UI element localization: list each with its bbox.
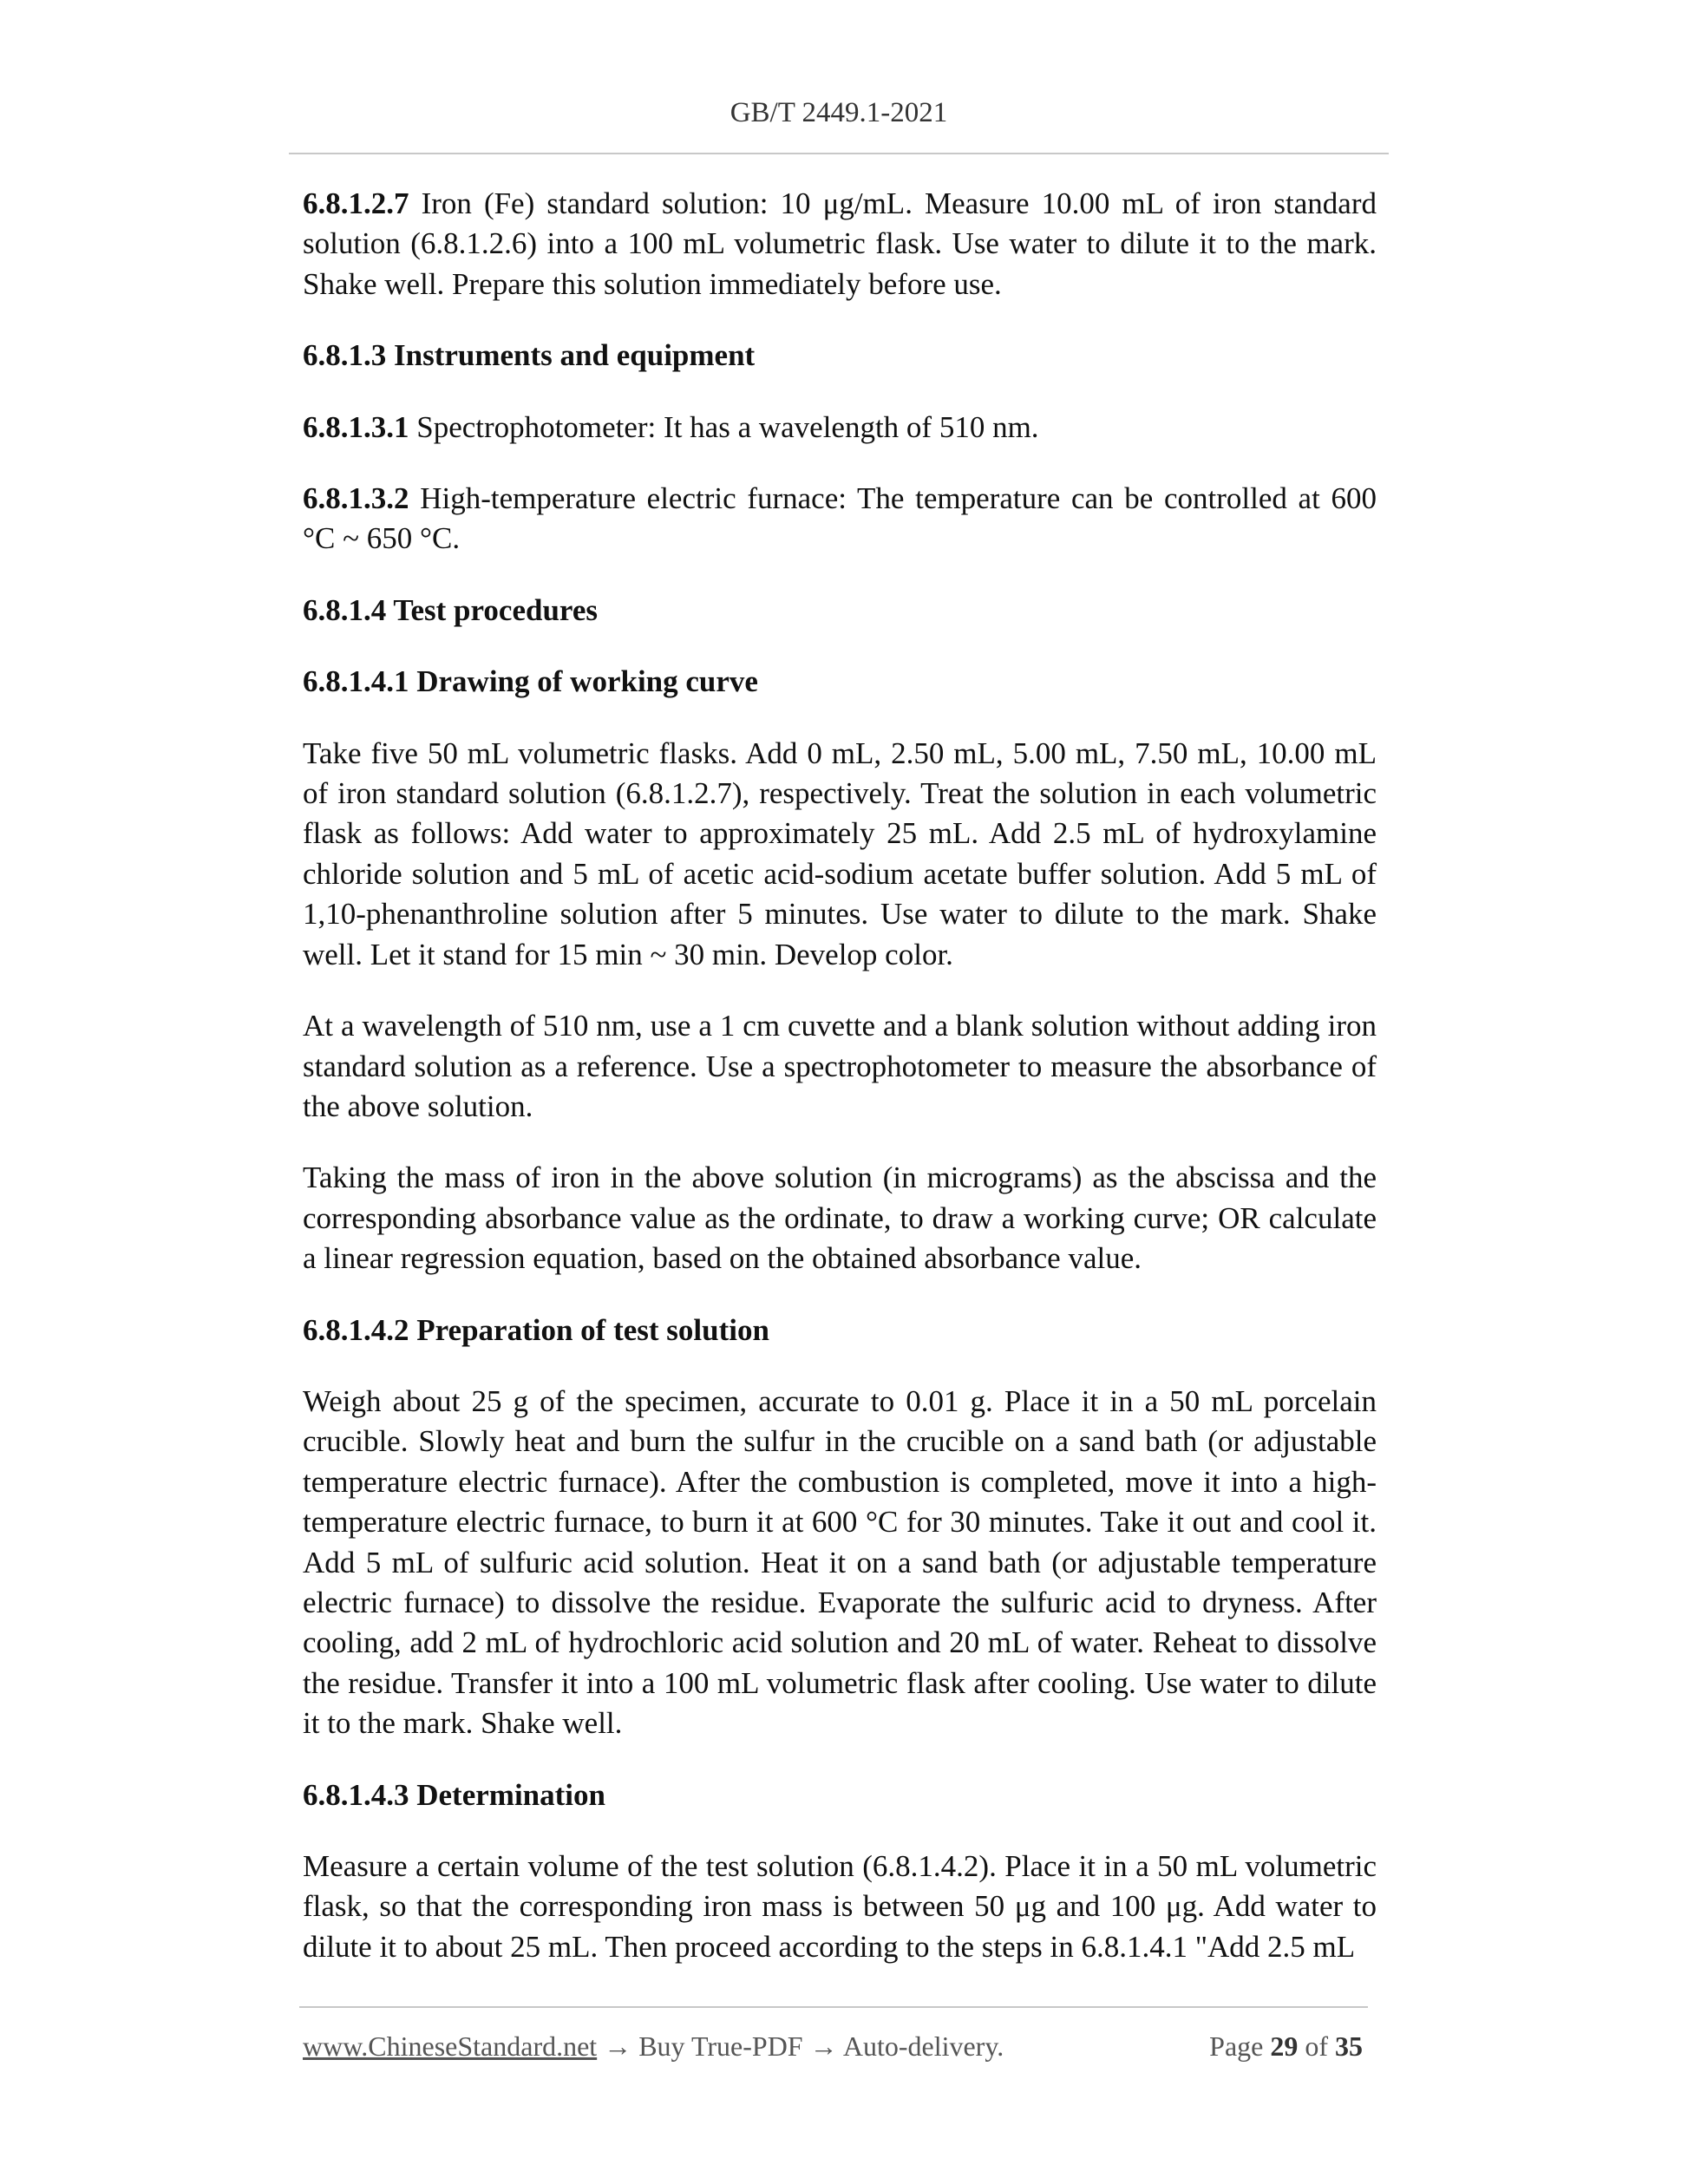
section-heading-determination: 6.8.1.4.3 Determination bbox=[303, 1777, 605, 1812]
clause-text: High-temperature electric furnace: The temperature can be controlled at 600 °C ~ 650 °C. bbox=[303, 481, 1377, 556]
paragraph-determination: Measure a certain volume of the test solution (6.8.1.4.2). Place it in a 50 mL volumetric flask, so that the corresponding iron mass is between 50 μg and 100 μg. Add water to dilute it to about 25 mL. Then proceed according to the steps in 6.8.1.4.1 "Add 2.5 mL bbox=[303, 1849, 1377, 1964]
clause-text: Spectrophotometer: It has a wavelength of 510 nm. bbox=[409, 409, 1039, 444]
website-link[interactable]: www.ChineseStandard.net bbox=[303, 2030, 598, 2062]
paragraph-test-solution-prep: Weigh about 25 g of the specimen, accurate to 0.01 g. Place it in a 50 mL porcelain crucible. Slowly heat and burn the sulfur in the crucible on a sand bath (or adjustable temperature electric furnace). After the combustion is completed, move it into a high-temperature electric furnace, to burn it at 600 °C for 30 minutes. Take it out and cool it. Add 5 mL of sulfuric acid solution. Heat it on a sand bath (or adjustable temperature electric furnace) to dissolve the residue. Evaporate the sulfuric acid to dryness. After cooling, add 2 mL of hydrochloric acid solution and 20 mL of water. Reheat to dissolve the residue. Transfer it into a 100 mL volumetric flask after cooling. Use water to dilute it to the mark. Shake well. bbox=[303, 1383, 1377, 1741]
page-counter bbox=[1209, 2027, 1363, 2065]
paragraph-6-8-1-2-7 bbox=[303, 184, 1377, 304]
header-divider bbox=[289, 153, 1389, 154]
paragraph-6-8-1-3-2 bbox=[303, 479, 1377, 559]
paragraph-6-8-1-3-1 bbox=[303, 408, 1377, 448]
section-heading-test-procedures: 6.8.1.4 Test procedures bbox=[303, 592, 598, 627]
page-label: Page bbox=[1209, 2030, 1271, 2062]
page-header: GB/T 2449.1-2021 bbox=[730, 97, 948, 128]
page-footer bbox=[303, 2027, 1368, 2065]
document-body bbox=[303, 184, 1377, 1967]
clause-text: Iron (Fe) standard solution: 10 μg/mL. Measure 10.00 mL of iron standard solution (6.8.1.2.6) into a 100 mL volumetric flask. Use water to dilute it to the mark. Shake well. Prepare this solution immediately before use. bbox=[303, 186, 1377, 301]
current-page-number: 29 bbox=[1270, 2030, 1299, 2062]
paragraph-absorbance-measurement: At a wavelength of 510 nm, use a 1 cm cuvette and a blank solution without adding iron standard solution as a reference. Use a spectrophotometer to measure the absorbance of the above solution. bbox=[303, 1009, 1377, 1123]
of-label: of bbox=[1298, 2030, 1335, 2062]
paragraph-working-curve-steps: Take five 50 mL volumetric flasks. Add 0 mL, 2.50 mL, 5.00 mL, 7.50 mL, 10.00 mL of iron standard solution (6.8.1.2.7), respectively. Treat the solution in each volumetric flask as follows: Add water to approximately 25 mL. Add 2.5 mL of hydroxylamine chloride solution and 5 mL of acetic acid-sodium acetate buffer solution. Add 5 mL of 1,10-phenanthroline solution after 5 minutes. Use water to dilute to the mark. Shake well. Let it stand for 15 min ~ 30 min. Develop color. bbox=[303, 736, 1377, 971]
section-heading-working-curve: 6.8.1.4.1 Drawing of working curve bbox=[303, 664, 758, 699]
section-heading-test-solution: 6.8.1.4.2 Preparation of test solution bbox=[303, 1312, 769, 1347]
total-pages-number: 35 bbox=[1335, 2030, 1363, 2062]
footer-promo bbox=[303, 2027, 1004, 2065]
footer-promo-text: → Buy True-PDF → Auto-delivery. bbox=[597, 2030, 1004, 2062]
clause-number: 6.8.1.2.7 bbox=[303, 186, 409, 220]
section-heading-instruments: 6.8.1.3 Instruments and equipment bbox=[303, 338, 756, 373]
clause-number: 6.8.1.3.2 bbox=[303, 481, 409, 516]
clause-number: 6.8.1.3.1 bbox=[303, 409, 409, 444]
footer-divider bbox=[299, 2006, 1368, 2008]
paragraph-regression: Taking the mass of iron in the above solution (in micrograms) as the abscissa and the corresponding absorbance value as the ordinate, to draw a working curve; OR calculate a linear regression equation, based on the obtained absorbance value. bbox=[303, 1161, 1377, 1276]
